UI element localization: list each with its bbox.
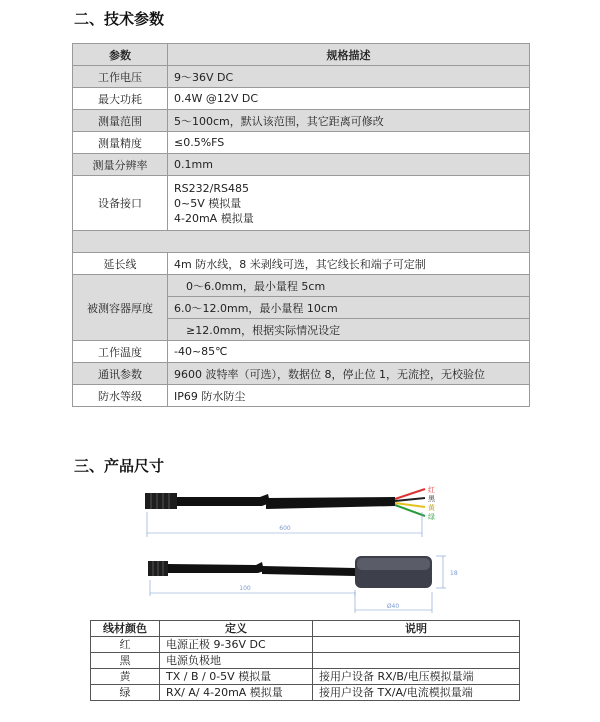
row-value: IP69 防水防尘 bbox=[168, 385, 530, 407]
wire-note bbox=[313, 637, 520, 653]
wire-label-green: 绿 bbox=[428, 513, 435, 521]
cable-shape bbox=[262, 566, 355, 576]
row-label: 防水等级 bbox=[73, 385, 168, 407]
row-value: ≤0.5%FS bbox=[168, 132, 530, 154]
row-value: -40~85℃ bbox=[168, 341, 530, 363]
row-label: 测量精度 bbox=[73, 132, 168, 154]
header-def: 定义 bbox=[160, 621, 313, 637]
header-desc: 规格描述 bbox=[168, 44, 530, 66]
table-row bbox=[91, 653, 520, 669]
wire-def: 电源正极 9-36V DC bbox=[160, 637, 313, 653]
wire-note bbox=[313, 653, 520, 669]
wire-def: RX/ A/ 4-20mA 模拟量 bbox=[160, 685, 313, 701]
cable-drawing-1 bbox=[145, 485, 436, 537]
header-color: 线材颜色 bbox=[91, 621, 160, 637]
wire-label-black: 黑 bbox=[428, 495, 435, 503]
row-value: 6.0～12.0mm，最小量程 10cm bbox=[168, 297, 530, 319]
dimension-label-length-2: 100 bbox=[239, 585, 251, 592]
row-value: 9～36V DC bbox=[168, 66, 530, 88]
wire-table-header bbox=[91, 621, 520, 637]
header-note: 说明 bbox=[313, 621, 520, 637]
interface-line: 0~5V 模拟量 bbox=[174, 196, 242, 210]
row-value: 0～6.0mm，最小量程 5cm bbox=[168, 275, 530, 297]
section-title-size: 三、产品尺寸 bbox=[74, 457, 165, 475]
dimension-label-diameter: Ø40 bbox=[386, 603, 400, 610]
row-label: 测量分辨率 bbox=[73, 154, 168, 176]
table-row bbox=[91, 637, 520, 653]
dimension-label-height: 18 bbox=[450, 570, 458, 577]
wire-table bbox=[90, 620, 520, 701]
cable-shape bbox=[168, 562, 264, 573]
wire-note: 接用户设备 TX/A/电流模拟量端 bbox=[313, 685, 520, 701]
row-value: 0.4W @12V DC bbox=[168, 88, 530, 110]
cable-shape bbox=[266, 497, 395, 509]
row-label: 通讯参数 bbox=[73, 363, 168, 385]
wire-color: 绿 bbox=[91, 685, 160, 701]
header-param: 参数 bbox=[73, 44, 168, 66]
row-label: 设备接口 bbox=[73, 176, 168, 231]
row-label: 延长线 bbox=[73, 253, 168, 275]
row-label: 工作温度 bbox=[73, 341, 168, 363]
row-label: 被测容器厚度 bbox=[73, 275, 168, 341]
table-row bbox=[91, 685, 520, 701]
interface-line: RS232/RS485 bbox=[174, 181, 249, 195]
cable-drawing-2 bbox=[148, 556, 458, 613]
row-label: 最大功耗 bbox=[73, 88, 168, 110]
wire-color: 红 bbox=[91, 637, 160, 653]
table-row bbox=[91, 669, 520, 685]
row-label: 测量范围 bbox=[73, 110, 168, 132]
wire-label-red: 红 bbox=[428, 486, 435, 494]
interface-line: 4-20mA 模拟量 bbox=[174, 211, 254, 225]
row-value: 9600 波特率（可选），数据位 8，停止位 1，无流控，无校验位 bbox=[168, 363, 530, 385]
connector-shape bbox=[145, 493, 177, 509]
wire-def: TX / B / 0-5V 模拟量 bbox=[160, 669, 313, 685]
row-label: 工作电压 bbox=[73, 66, 168, 88]
row-value: 5～100cm，默认该范围，其它距离可修改 bbox=[168, 110, 530, 132]
cable-shape bbox=[177, 494, 270, 506]
row-value: 4m 防水线，8 米剥线可选，其它线长和端子可定制 bbox=[168, 253, 530, 275]
wire-label-yellow: 黄 bbox=[428, 504, 435, 512]
dimension-label-length-1: 600 bbox=[279, 525, 291, 532]
sensor-head-highlight bbox=[357, 558, 430, 570]
wire-color: 黑 bbox=[91, 653, 160, 669]
wire-def: 电源负极地 bbox=[160, 653, 313, 669]
row-value: ≥12.0mm，根据实际情况设定 bbox=[168, 319, 530, 341]
row-value: 0.1mm bbox=[168, 154, 530, 176]
section-title-tech: 二、技术参数 bbox=[74, 10, 165, 28]
wire-note: 接用户设备 RX/B/电压模拟量端 bbox=[313, 669, 520, 685]
wire-color: 黄 bbox=[91, 669, 160, 685]
